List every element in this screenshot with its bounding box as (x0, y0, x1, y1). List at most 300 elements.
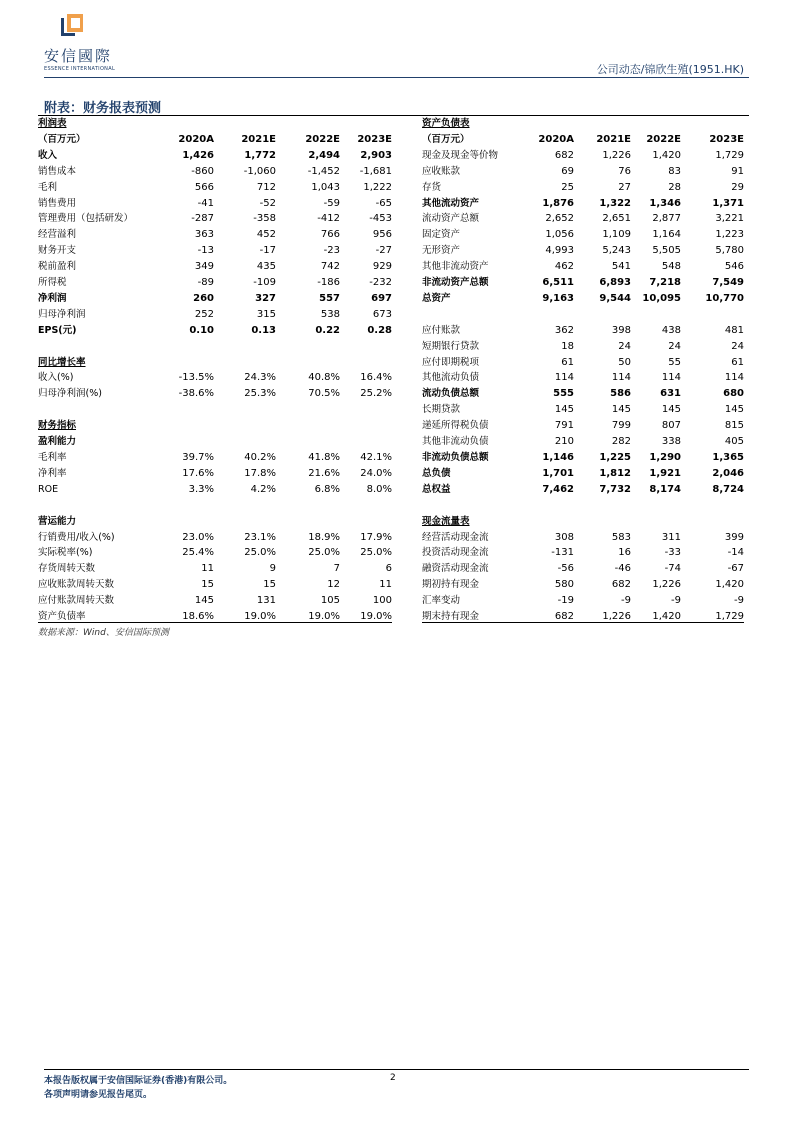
table-section-header: 现金流量表 (422, 515, 470, 527)
table-cell: -13.5% (178, 372, 214, 384)
table-cell: 39.7% (182, 452, 214, 463)
table-cell: 742 (320, 261, 340, 273)
table-cell: 697 (371, 292, 392, 304)
row-label: 总资产 (422, 292, 451, 304)
table-cell: 5,780 (715, 245, 744, 257)
table-cell: 546 (724, 261, 744, 273)
table-cell (276, 514, 340, 530)
table-cell (214, 514, 276, 530)
table-cell: 69 (561, 165, 574, 177)
table-row (422, 259, 744, 275)
empty-cell (152, 116, 214, 132)
table-cell (340, 339, 392, 355)
table-cell (152, 498, 214, 514)
table-row (38, 323, 392, 339)
table-cell: 0.28 (367, 324, 392, 336)
table-cell: -186 (317, 277, 340, 289)
table-cell: 1,223 (715, 229, 744, 241)
row-label: （百万元） (422, 133, 470, 145)
table-cell: 23.1% (244, 531, 276, 543)
table-cell: 682 (554, 611, 574, 623)
table-cell: 24.0% (360, 467, 392, 479)
row-label: 应付账款 (422, 324, 461, 336)
table-row (422, 530, 744, 546)
row-label: 应收账款周转天数 (38, 579, 115, 591)
table-cell: -358 (253, 213, 276, 225)
empty-cell (681, 116, 744, 132)
table-cell: 929 (372, 261, 392, 273)
table-cell (526, 498, 574, 514)
table-row (38, 259, 392, 275)
source-divider-right (422, 622, 744, 623)
table-cell: 1,876 (542, 197, 574, 209)
table-row (38, 434, 392, 450)
table-cell: 282 (611, 436, 631, 448)
row-label: 经营溢利 (38, 229, 77, 241)
table-cell: 18.6% (182, 611, 214, 623)
table-cell: 1,226 (602, 149, 631, 161)
table-cell: 145 (611, 404, 631, 416)
logo-mark-icon (61, 14, 87, 40)
table-section-header: 财务指标 (38, 420, 77, 432)
row-label: 经营活动现金流 (422, 531, 489, 543)
row-label: 其他非流动负债 (422, 436, 489, 448)
row-label: 管理费用（包括研发） (38, 213, 134, 225)
table-cell: 19.0% (244, 611, 276, 623)
row-label: 长期贷款 (422, 404, 461, 416)
table-row (422, 339, 744, 355)
row-label: 融资活动现金流 (422, 563, 489, 575)
table-row (38, 418, 392, 434)
table-row (38, 132, 392, 148)
row-label: 总负债 (422, 467, 451, 479)
table-cell: 0.10 (189, 324, 214, 336)
table-cell: 1,164 (652, 229, 681, 241)
table-row (422, 132, 744, 148)
table-cell: 4.2% (250, 483, 276, 495)
table-row (38, 561, 392, 577)
table-row (38, 530, 392, 546)
row-label: EPS(元) (38, 324, 77, 336)
table-row (38, 291, 392, 307)
table-cell: 2022E (646, 133, 681, 145)
table-cell: 25.0% (308, 547, 340, 559)
table-cell: 40.2% (244, 452, 276, 463)
table-cell (152, 514, 214, 530)
table-cell: -131 (551, 547, 574, 559)
empty-cell (214, 116, 276, 132)
empty-cell (214, 418, 276, 434)
row-label: 短期银行贷款 (422, 340, 480, 352)
table-cell: 145 (661, 404, 681, 416)
table-cell: 25.4% (182, 547, 214, 559)
report-header-title: 公司动态/锦欣生殖(1951.HK) (596, 63, 744, 76)
table-cell: 566 (194, 181, 214, 193)
empty-cell (340, 355, 392, 371)
table-cell: 131 (256, 595, 276, 607)
table-cell (214, 498, 276, 514)
table-cell: 16 (618, 547, 631, 559)
table-cell: 41.8% (308, 452, 340, 463)
row-label: 销售成本 (38, 165, 77, 177)
table-cell: 76 (618, 165, 631, 177)
table-cell: 114 (611, 372, 631, 384)
table-cell: -52 (259, 197, 276, 209)
table-cell: 2020A (178, 133, 214, 145)
row-label: 递延所得税负债 (422, 420, 489, 432)
table-cell: 766 (320, 229, 340, 241)
table-cell: 7,462 (542, 483, 574, 495)
table-cell: 682 (611, 579, 631, 591)
table-cell: 9,544 (599, 292, 631, 304)
empty-cell (152, 355, 214, 371)
table-cell: 10,095 (642, 292, 681, 304)
table-cell (681, 307, 744, 323)
table-cell: 1,812 (599, 467, 631, 479)
row-label: ROE (38, 483, 59, 495)
table-cell: 6.8% (314, 483, 340, 495)
table-cell: 61 (731, 356, 744, 368)
table-cell: 8.0% (366, 483, 392, 495)
row-label (422, 498, 526, 514)
copyright-notice: 本报告版权属于安信国际证券(香港)有限公司。 (44, 1076, 233, 1086)
table-cell: 70.5% (308, 388, 340, 400)
table-row (38, 180, 392, 196)
row-label: 盈利能力 (38, 436, 77, 448)
table-row (422, 482, 744, 498)
table-cell: 399 (724, 531, 744, 543)
table-cell: 1,222 (363, 181, 392, 193)
row-label: 其他流动资产 (422, 197, 480, 209)
table-cell: -860 (191, 165, 214, 177)
table-cell: 25.3% (244, 388, 276, 400)
row-label: 资产负债率 (38, 611, 86, 623)
table-row (422, 386, 744, 402)
empty-cell (340, 116, 392, 132)
row-label: 应付即期税项 (422, 356, 480, 368)
table-cell: -41 (197, 197, 214, 209)
table-cell: 11 (379, 579, 392, 591)
table-cell: -74 (664, 563, 681, 575)
table-cell: 555 (553, 388, 574, 400)
table-row (38, 275, 392, 291)
table-cell: 7,218 (649, 277, 681, 289)
table-row (422, 593, 744, 609)
table-cell: 1,322 (599, 197, 631, 209)
table-cell: 210 (554, 436, 574, 448)
table-cell: 2023E (709, 133, 744, 145)
table-cell: 9,163 (542, 292, 574, 304)
row-label: 毛利 (38, 181, 58, 193)
table-cell: 1,772 (244, 149, 276, 161)
table-cell (276, 498, 340, 514)
table-cell: 7,732 (599, 483, 631, 495)
table-cell: 16.4% (360, 372, 392, 384)
row-label (422, 514, 526, 530)
table-cell: 2,652 (545, 213, 574, 225)
row-label: 收入(%) (38, 372, 74, 384)
table-cell: -89 (197, 277, 214, 289)
row-label: 收入 (38, 149, 58, 161)
table-cell (152, 402, 214, 418)
table-cell: 23.0% (182, 531, 214, 543)
table-row (422, 370, 744, 386)
table-row (422, 545, 744, 561)
table-cell: 349 (194, 261, 214, 273)
table-cell: 25.0% (360, 547, 392, 559)
table-cell: 114 (554, 372, 574, 384)
table-row (422, 275, 744, 291)
row-label: 应收账款 (422, 165, 461, 177)
data-source-note: 数据来源：Wind、安信国际预测 (38, 622, 392, 638)
table-cell: 105 (320, 595, 340, 607)
row-label (38, 402, 152, 418)
table-cell: 114 (724, 372, 744, 384)
table-row (38, 466, 392, 482)
table-cell: 586 (610, 388, 631, 400)
table-cell: 799 (611, 420, 631, 432)
row-label: 净利润 (38, 292, 67, 304)
table-cell: 6,893 (599, 277, 631, 289)
table-cell: 327 (255, 292, 276, 304)
table-cell: -23 (323, 245, 340, 257)
table-row (38, 307, 392, 323)
table-cell: 2,494 (308, 149, 340, 161)
table-cell: 7 (333, 563, 340, 575)
table-cell: 1,729 (715, 149, 744, 161)
table-row (422, 307, 744, 323)
table-cell: 5,243 (602, 245, 631, 257)
table-cell: 1,921 (649, 467, 681, 479)
row-label: 净利率 (38, 467, 67, 479)
table-cell: 631 (660, 388, 681, 400)
empty-cell (631, 514, 681, 530)
table-row (422, 243, 744, 259)
table-row (38, 386, 392, 402)
table-row (38, 482, 392, 498)
table-row (38, 116, 392, 132)
row-label: 总权益 (422, 483, 451, 495)
balance-sheet-cashflow-table (422, 116, 744, 625)
table-cell: 362 (554, 324, 574, 336)
table-cell: 2023E (357, 133, 392, 145)
table-cell: 712 (256, 181, 276, 193)
table-cell: 815 (724, 420, 744, 432)
empty-cell (276, 116, 340, 132)
row-label: 存货周转天数 (38, 563, 96, 575)
empty-cell (276, 355, 340, 371)
empty-cell (574, 116, 631, 132)
section-title: 附表：财务报表预测 (44, 101, 162, 116)
row-label: 存货 (422, 181, 442, 193)
table-cell: -1,452 (307, 165, 340, 177)
table-cell: -14 (727, 547, 744, 559)
table-cell: -9 (671, 595, 681, 607)
table-cell (340, 402, 392, 418)
empty-cell (152, 418, 214, 434)
table-cell: 145 (194, 595, 214, 607)
table-cell: 83 (668, 165, 681, 177)
table-cell: -1,681 (359, 165, 392, 177)
table-row (422, 323, 744, 339)
table-cell: 24 (668, 340, 681, 352)
table-cell: 61 (561, 356, 574, 368)
table-cell: 1,426 (182, 149, 214, 161)
empty-cell (214, 355, 276, 371)
table-row (422, 164, 744, 180)
table-row (38, 577, 392, 593)
table-cell: 1,420 (715, 579, 744, 591)
header-divider (44, 77, 749, 78)
table-section-header: 利润表 (38, 118, 67, 129)
table-cell (340, 498, 392, 514)
table-row (38, 196, 392, 212)
table-cell: 1,043 (311, 181, 340, 193)
table-cell: -38.6% (178, 388, 214, 400)
empty-cell (276, 418, 340, 434)
table-row (38, 402, 392, 418)
table-cell: 1,290 (649, 452, 681, 464)
row-label: 营运能力 (38, 515, 77, 527)
empty-cell (574, 514, 631, 530)
table-cell: 338 (661, 436, 681, 448)
table-cell: 2,903 (360, 149, 392, 161)
table-cell: 28 (668, 181, 681, 193)
table-row (422, 148, 744, 164)
table-cell: 17.9% (360, 531, 392, 543)
table-section-header: 资产负债表 (422, 118, 470, 129)
table-cell: 3.3% (188, 483, 214, 495)
table-cell (574, 307, 631, 323)
row-label: 无形资产 (422, 245, 461, 257)
table-cell: 311 (661, 531, 681, 543)
table-cell: 25 (561, 181, 574, 193)
table-cell: 260 (193, 292, 214, 304)
table-cell: 19.0% (308, 611, 340, 623)
row-label: 财务开支 (38, 245, 77, 257)
table-row (422, 180, 744, 196)
table-cell: 10,770 (705, 292, 744, 304)
table-cell: 21.6% (308, 467, 340, 479)
table-cell: 145 (724, 404, 744, 416)
table-cell: 8,724 (712, 483, 744, 495)
table-cell (340, 434, 392, 450)
table-cell: 100 (372, 595, 392, 607)
row-label: 归母净利润(%) (38, 388, 102, 400)
table-row (38, 339, 392, 355)
table-cell: 18.9% (308, 531, 340, 543)
table-row (38, 593, 392, 609)
table-cell: 2020A (538, 133, 574, 145)
table-cell: 2,877 (652, 213, 681, 225)
table-cell: 680 (723, 388, 744, 400)
table-cell (681, 498, 744, 514)
row-label: 归母净利润 (38, 308, 86, 320)
table-cell: 315 (256, 308, 276, 320)
table-cell: 0.13 (251, 324, 276, 336)
table-cell: 405 (724, 436, 744, 448)
table-cell: -13 (197, 245, 214, 257)
row-label (422, 116, 526, 132)
row-label: 流动资产总额 (422, 213, 480, 225)
row-label: 销售费用 (38, 197, 77, 209)
table-cell: 673 (372, 308, 392, 320)
row-label: 非流动负债总额 (422, 452, 489, 464)
table-cell: 5,505 (652, 245, 681, 257)
table-cell: 1,146 (542, 452, 574, 464)
table-cell: 807 (661, 420, 681, 432)
table-cell: 7,549 (712, 277, 744, 289)
table-cell: -27 (375, 245, 392, 257)
table-row (422, 450, 744, 466)
table-cell (574, 498, 631, 514)
table-row (38, 355, 392, 371)
table-cell: 481 (724, 324, 744, 336)
table-cell: 15 (201, 579, 214, 591)
table-cell: -17 (259, 245, 276, 257)
table-cell: 1,056 (545, 229, 574, 241)
table-cell: 11 (201, 563, 214, 575)
table-cell: 1,226 (602, 611, 631, 623)
table-cell: -46 (614, 563, 631, 575)
table-cell: -33 (664, 547, 681, 559)
table-cell (214, 339, 276, 355)
table-cell: -9 (734, 595, 744, 607)
table-cell: -56 (557, 563, 574, 575)
row-label: 应付账款周转天数 (38, 595, 115, 607)
disclaimer-notice: 各项声明请参见报告尾页。 (44, 1090, 153, 1100)
table-cell (214, 402, 276, 418)
table-cell: 2021E (241, 133, 276, 145)
table-cell: -453 (369, 213, 392, 225)
table-cell: 791 (554, 420, 574, 432)
table-cell: 50 (618, 356, 631, 368)
table-cell: 580 (554, 579, 574, 591)
row-label: 期初持有现金 (422, 579, 480, 591)
table-cell: 40.8% (308, 372, 340, 384)
row-label: 流动负债总额 (422, 388, 480, 400)
table-cell: 29 (731, 181, 744, 193)
table-row (38, 211, 392, 227)
page-number: 2 (390, 1073, 396, 1083)
table-cell: 2,651 (602, 213, 631, 225)
table-cell: 24 (731, 340, 744, 352)
table-cell: 538 (320, 308, 340, 320)
table-row (38, 227, 392, 243)
row-label (38, 355, 152, 371)
table-cell: 252 (194, 308, 214, 320)
row-label: 行销费用/收入(%) (38, 531, 115, 543)
table-cell: 682 (554, 149, 574, 161)
table-row (38, 450, 392, 466)
table-cell: 19.0% (360, 611, 392, 623)
table-cell: 583 (611, 531, 631, 543)
row-label (38, 418, 152, 434)
row-label: 期末持有现金 (422, 611, 480, 623)
table-cell: 435 (256, 261, 276, 273)
table-row (422, 116, 744, 132)
table-cell: 2021E (596, 133, 631, 145)
row-label (38, 339, 152, 355)
table-cell: 17.8% (244, 467, 276, 479)
footer-divider (44, 1069, 749, 1070)
table-cell: -412 (317, 213, 340, 225)
table-row (38, 498, 392, 514)
table-cell: 1,109 (602, 229, 631, 241)
table-row (422, 355, 744, 371)
table-cell: -67 (727, 563, 744, 575)
table-cell: 452 (256, 229, 276, 241)
